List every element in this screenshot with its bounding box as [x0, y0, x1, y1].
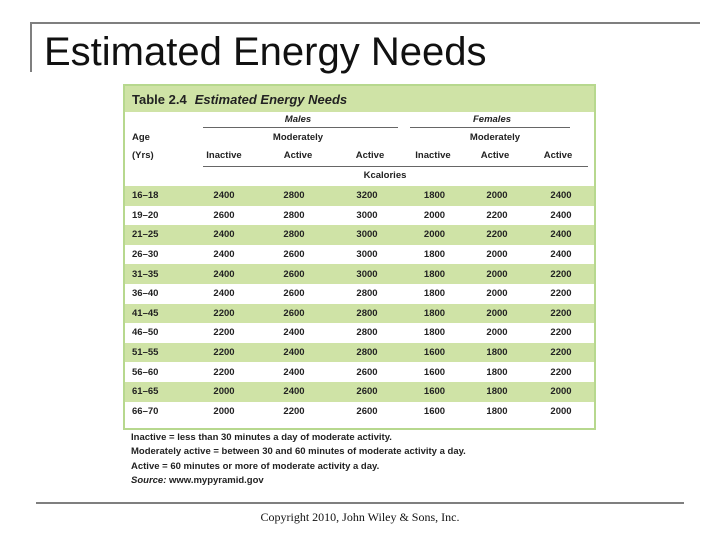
cell-female-active: 2200	[528, 284, 594, 304]
cell-female-mod-active: 1800	[466, 402, 528, 422]
col-male-mod-active: Active	[283, 150, 313, 161]
cell-female-inactive: 2000	[403, 206, 466, 226]
table-row	[125, 186, 594, 206]
col-female-active: Active	[543, 150, 573, 161]
cell-age: 46–50	[125, 323, 191, 343]
cell-female-inactive: 1600	[403, 362, 466, 382]
cell-male-mod-active: 2200	[257, 402, 331, 422]
cell-male-inactive: 2400	[191, 245, 257, 265]
table-row	[125, 264, 594, 284]
cell-age: 19–20	[125, 206, 191, 226]
cell-male-active: 3000	[331, 206, 403, 226]
cell-age: 21–25	[125, 225, 191, 245]
males-group-rule	[203, 127, 398, 128]
cell-male-active: 3000	[331, 245, 403, 265]
note-inactive: Inactive = less than 30 minutes a day of moderate activity.	[131, 432, 392, 443]
cell-male-active: 3000	[331, 264, 403, 284]
cell-age: 16–18	[125, 186, 191, 206]
cell-male-active: 2600	[331, 362, 403, 382]
header-row-groups	[125, 112, 594, 130]
table-caption	[125, 86, 594, 112]
cell-age: 31–35	[125, 264, 191, 284]
males-moderately-label: Moderately	[272, 132, 324, 143]
females-moderately-label: Moderately	[469, 132, 521, 143]
cell-male-inactive: 2400	[191, 186, 257, 206]
cell-female-inactive: 1800	[403, 186, 466, 206]
cell-female-active: 2400	[528, 206, 594, 226]
age-unit-label: (Yrs)	[132, 150, 154, 161]
cell-female-mod-active: 2000	[466, 245, 528, 265]
cell-male-mod-active: 2400	[257, 382, 331, 402]
cell-male-active: 2800	[331, 304, 403, 324]
cell-female-mod-active: 2000	[466, 264, 528, 284]
unit-label: Kcalories	[363, 170, 407, 181]
copyright-text: Copyright 2010, John Wiley & Sons, Inc.	[260, 510, 460, 524]
cell-female-inactive: 1600	[403, 402, 466, 422]
cell-male-mod-active: 2800	[257, 206, 331, 226]
cell-male-active: 3200	[331, 186, 403, 206]
cell-female-mod-active: 2000	[466, 186, 528, 206]
energy-table	[123, 84, 596, 430]
cell-age: 66–70	[125, 402, 191, 422]
slide-frame-left	[30, 22, 32, 72]
source-value: www.mypyramid.gov	[169, 475, 264, 487]
table-row	[125, 362, 594, 382]
cell-male-mod-active: 2600	[257, 245, 331, 265]
cell-female-mod-active: 2000	[466, 304, 528, 324]
cell-age: 61–65	[125, 382, 191, 402]
cell-male-active: 2800	[331, 323, 403, 343]
col-male-inactive: Inactive	[206, 150, 242, 161]
cell-male-inactive: 2200	[191, 343, 257, 363]
cell-female-inactive: 1600	[403, 343, 466, 363]
cell-female-inactive: 1800	[403, 245, 466, 265]
cell-female-active: 2400	[528, 245, 594, 265]
females-group-label: Females	[472, 114, 512, 125]
cell-male-inactive: 2200	[191, 362, 257, 382]
cell-female-mod-active: 2000	[466, 323, 528, 343]
note-moderately-active: Moderately active = between 30 and 60 minutes of moderate activity a day.	[131, 446, 466, 458]
cell-female-mod-active: 1800	[466, 382, 528, 402]
table-row	[125, 323, 594, 343]
cell-male-inactive: 2000	[191, 382, 257, 402]
cell-female-active: 2200	[528, 343, 594, 363]
unit-rule-top	[203, 166, 588, 167]
cell-male-active: 2600	[331, 382, 403, 402]
cell-female-active: 2200	[528, 323, 594, 343]
cell-male-active: 2800	[331, 284, 403, 304]
cell-female-inactive: 1800	[403, 284, 466, 304]
cell-female-active: 2200	[528, 362, 594, 382]
cell-female-inactive: 1800	[403, 264, 466, 284]
cell-age: 56–60	[125, 362, 191, 382]
cell-female-active: 2000	[528, 402, 594, 422]
cell-female-mod-active: 1800	[466, 343, 528, 363]
col-female-mod-active: Active	[480, 150, 510, 161]
table-number: Table 2.4	[132, 91, 187, 107]
data-table	[125, 186, 594, 421]
cell-female-mod-active: 2200	[466, 206, 528, 226]
cell-male-mod-active: 2600	[257, 304, 331, 324]
table-notes	[131, 431, 466, 489]
cell-female-mod-active: 2200	[466, 225, 528, 245]
slide-frame-bottom	[36, 502, 684, 504]
note-active: Active = 60 minutes or more of moderate activity a day.	[131, 460, 380, 472]
col-male-active: Active	[355, 150, 385, 161]
cell-male-inactive: 2600	[191, 206, 257, 226]
table-row	[125, 304, 594, 324]
cell-female-active: 2200	[528, 304, 594, 324]
cell-male-mod-active: 2400	[257, 323, 331, 343]
table-row	[125, 225, 594, 245]
cell-male-inactive: 2200	[191, 304, 257, 324]
cell-female-active: 2400	[528, 225, 594, 245]
header-row-unit	[125, 166, 594, 186]
col-female-inactive: Inactive	[415, 150, 451, 161]
cell-male-mod-active: 2800	[257, 186, 331, 206]
note-source	[131, 474, 466, 488]
cell-male-inactive: 2200	[191, 323, 257, 343]
cell-female-inactive: 1800	[403, 323, 466, 343]
cell-male-inactive: 2400	[191, 225, 257, 245]
cell-female-mod-active: 1800	[466, 362, 528, 382]
cell-male-mod-active: 2800	[257, 225, 331, 245]
cell-female-inactive: 1600	[403, 382, 466, 402]
table-title: Estimated Energy Needs	[194, 91, 348, 107]
table-row	[125, 284, 594, 304]
cell-male-mod-active: 2600	[257, 264, 331, 284]
cell-female-inactive: 1800	[403, 304, 466, 324]
header-row-columns	[125, 148, 594, 166]
cell-age: 26–30	[125, 245, 191, 265]
table-row	[125, 382, 594, 402]
slide-title: Estimated Energy Needs	[44, 30, 487, 74]
cell-age: 36–40	[125, 284, 191, 304]
cell-male-inactive: 2400	[191, 264, 257, 284]
cell-male-mod-active: 2600	[257, 284, 331, 304]
cell-male-inactive: 2400	[191, 284, 257, 304]
cell-male-active: 2600	[331, 402, 403, 422]
table-row	[125, 245, 594, 265]
cell-female-active: 2200	[528, 264, 594, 284]
cell-male-active: 2800	[331, 343, 403, 363]
table-row	[125, 343, 594, 363]
age-label: Age	[132, 132, 150, 143]
cell-male-mod-active: 2400	[257, 343, 331, 363]
cell-age: 41–45	[125, 304, 191, 324]
cell-female-mod-active: 2000	[466, 284, 528, 304]
cell-male-active: 3000	[331, 225, 403, 245]
females-group-rule	[410, 127, 570, 128]
cell-age: 51–55	[125, 343, 191, 363]
cell-female-active: 2400	[528, 186, 594, 206]
cell-female-active: 2000	[528, 382, 594, 402]
table-row	[125, 402, 594, 422]
header-row-moderately	[125, 130, 594, 148]
cell-male-mod-active: 2400	[257, 362, 331, 382]
cell-male-inactive: 2000	[191, 402, 257, 422]
source-label: Source:	[131, 475, 167, 487]
table-row	[125, 206, 594, 226]
males-group-label: Males	[284, 114, 312, 125]
slide-frame-top	[30, 22, 700, 24]
cell-female-inactive: 2000	[403, 225, 466, 245]
